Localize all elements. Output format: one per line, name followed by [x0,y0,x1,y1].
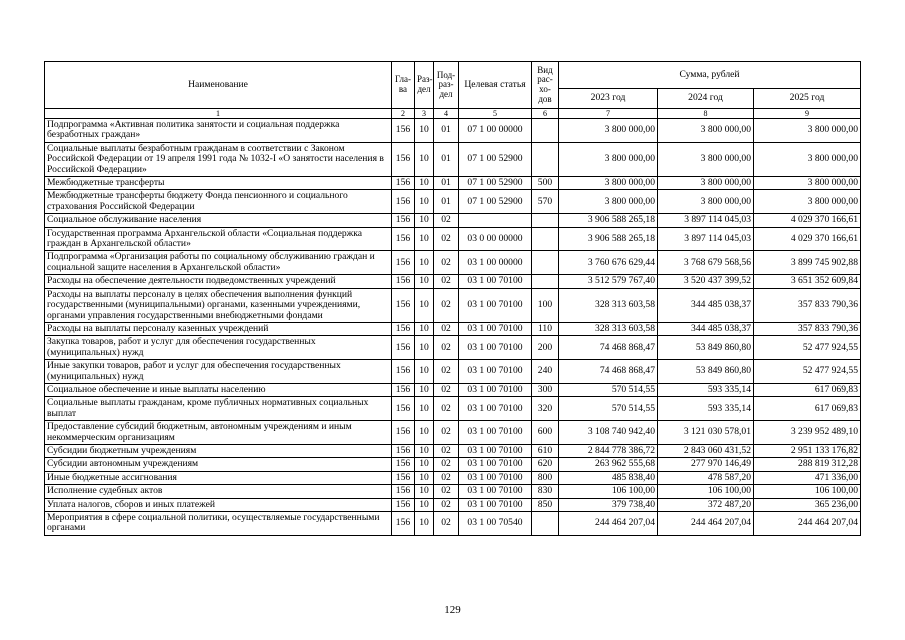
row-chapter: 156 [392,322,415,335]
row-amount-2023: 74 468 868,47 [559,360,658,384]
row-section: 10 [415,119,434,143]
row-name: Расходы на выплаты персоналу казенных учреждений [45,322,392,335]
row-amount-2024: 593 335,14 [658,397,754,421]
row-amount-2023: 3 906 588 265,18 [559,214,658,227]
row-chapter: 156 [392,288,415,322]
row-expense-type: 200 [532,336,559,360]
row-section: 10 [415,275,434,288]
row-expense-type: 110 [532,322,559,335]
row-chapter: 156 [392,214,415,227]
row-amount-2025: 365 236,00 [754,498,861,511]
table-row [45,485,861,498]
row-amount-2024: 3 800 000,00 [658,190,754,214]
row-subsection: 02 [434,498,459,511]
column-number: 9 [754,109,861,119]
row-amount-2025: 471 336,00 [754,471,861,484]
row-name: Иные бюджетные ассигнования [45,471,392,484]
row-chapter: 156 [392,471,415,484]
row-target-article: 03 1 00 00000 [459,251,532,275]
row-target-article: 03 1 00 70100 [459,336,532,360]
column-number: 2 [392,109,415,119]
row-expense-type: 600 [532,421,559,445]
row-subsection: 02 [434,214,459,227]
table-row [45,251,861,275]
row-target-article: 03 1 00 70100 [459,471,532,484]
row-name: Исполнение судебных актов [45,485,392,498]
row-expense-type: 800 [532,471,559,484]
row-name: Предоставление субсидий бюджетным, автономным учреждениям и иным некоммерческим организациям [45,421,392,445]
table-row [45,177,861,190]
row-name: Расходы на выплаты персоналу в целях обеспечения выполнения функций государственными (муниципальными) органами, казенными учреждениями, органами управления государственными внебюджетными фондами [45,288,392,322]
row-amount-2025: 4 029 370 166,61 [754,227,861,251]
row-amount-2023: 379 738,40 [559,498,658,511]
row-section: 10 [415,444,434,457]
row-expense-type [532,227,559,251]
row-amount-2025: 3 800 000,00 [754,177,861,190]
row-subsection: 02 [434,397,459,421]
row-amount-2025: 3 239 952 489,10 [754,421,861,445]
row-section: 10 [415,227,434,251]
row-amount-2023: 3 760 676 629,44 [559,251,658,275]
row-amount-2023: 328 313 603,58 [559,288,658,322]
row-subsection: 01 [434,190,459,214]
row-name: Социальное обеспечение и иные выплаты населению [45,383,392,396]
row-subsection: 02 [434,485,459,498]
row-subsection: 02 [434,360,459,384]
header-subsection: Под-раз-дел [434,62,459,109]
row-amount-2024: 344 485 038,37 [658,322,754,335]
row-amount-2023: 74 468 868,47 [559,336,658,360]
row-expense-type: 320 [532,397,559,421]
row-amount-2024: 53 849 860,80 [658,336,754,360]
row-amount-2023: 106 100,00 [559,485,658,498]
row-chapter: 156 [392,485,415,498]
row-section: 10 [415,397,434,421]
row-target-article: 03 0 00 00000 [459,227,532,251]
row-amount-2024: 344 485 038,37 [658,288,754,322]
row-chapter: 156 [392,421,415,445]
row-amount-2023: 244 464 207,04 [559,512,658,536]
row-target-article [459,214,532,227]
row-amount-2023: 3 906 588 265,18 [559,227,658,251]
row-subsection: 02 [434,512,459,536]
row-amount-2025: 52 477 924,55 [754,336,861,360]
table-row [45,421,861,445]
row-expense-type: 830 [532,485,559,498]
header-name: Наименование [45,62,392,109]
row-amount-2025: 3 899 745 902,88 [754,251,861,275]
row-amount-2024: 3 800 000,00 [658,142,754,176]
row-chapter: 156 [392,177,415,190]
column-number: 3 [415,109,434,119]
row-name: Субсидии автономным учреждениям [45,458,392,471]
row-target-article: 03 1 00 70100 [459,275,532,288]
row-name: Уплата налогов, сборов и иных платежей [45,498,392,511]
header-year-2025: 2025 год [754,89,861,109]
row-amount-2023: 2 844 778 386,72 [559,444,658,457]
row-chapter: 156 [392,227,415,251]
table-row [45,142,861,176]
row-subsection: 02 [434,421,459,445]
row-amount-2023: 263 962 555,68 [559,458,658,471]
table-row [45,288,861,322]
row-amount-2024: 3 768 679 568,56 [658,251,754,275]
row-target-article: 03 1 00 70540 [459,512,532,536]
row-section: 10 [415,498,434,511]
row-amount-2024: 53 849 860,80 [658,360,754,384]
row-expense-type: 100 [532,288,559,322]
row-name: Социальные выплаты гражданам, кроме публичных нормативных социальных выплат [45,397,392,421]
row-amount-2024: 3 121 030 578,01 [658,421,754,445]
row-subsection: 02 [434,275,459,288]
row-amount-2024: 2 843 060 431,52 [658,444,754,457]
row-chapter: 156 [392,458,415,471]
row-name: Подпрограмма «Активная политика занятости и социальная поддержка безработных граждан» [45,119,392,143]
row-amount-2025: 617 069,83 [754,397,861,421]
row-name: Социальное обслуживание населения [45,214,392,227]
row-amount-2025: 3 800 000,00 [754,142,861,176]
row-amount-2025: 244 464 207,04 [754,512,861,536]
row-amount-2023: 3 512 579 767,40 [559,275,658,288]
row-amount-2024: 3 897 114 045,03 [658,227,754,251]
column-number: 7 [559,109,658,119]
row-section: 10 [415,383,434,396]
column-number: 5 [459,109,532,119]
table-row [45,512,861,536]
table-row [45,360,861,384]
row-name: Государственная программа Архангельской области «Социальная поддержка граждан в Архангельской области» [45,227,392,251]
row-amount-2023: 3 800 000,00 [559,119,658,143]
table-body [45,119,861,536]
row-amount-2025: 106 100,00 [754,485,861,498]
header-year-2024: 2024 год [658,89,754,109]
row-name: Расходы на обеспечение деятельности подведомственных учреждений [45,275,392,288]
row-amount-2024: 3 520 437 399,52 [658,275,754,288]
table-row [45,322,861,335]
row-amount-2023: 328 313 603,58 [559,322,658,335]
row-target-article: 03 1 00 70100 [459,397,532,421]
row-section: 10 [415,214,434,227]
header-year-2023: 2023 год [559,89,658,109]
row-amount-2024: 3 800 000,00 [658,177,754,190]
row-amount-2025: 2 951 133 176,82 [754,444,861,457]
table-row [45,498,861,511]
row-amount-2023: 3 800 000,00 [559,190,658,214]
row-expense-type [532,251,559,275]
table-row [45,275,861,288]
row-expense-type [532,275,559,288]
row-chapter: 156 [392,142,415,176]
row-section: 10 [415,177,434,190]
row-section: 10 [415,142,434,176]
row-amount-2025: 3 800 000,00 [754,190,861,214]
row-subsection: 02 [434,471,459,484]
row-chapter: 156 [392,512,415,536]
row-amount-2023: 570 514,55 [559,383,658,396]
row-name: Межбюджетные трансферты [45,177,392,190]
row-section: 10 [415,360,434,384]
row-expense-type: 570 [532,190,559,214]
row-expense-type: 850 [532,498,559,511]
row-target-article: 07 1 00 52900 [459,190,532,214]
row-section: 10 [415,485,434,498]
row-subsection: 01 [434,119,459,143]
row-section: 10 [415,336,434,360]
header-sum: Сумма, рублей [559,62,861,89]
table-row [45,471,861,484]
row-target-article: 07 1 00 00000 [459,119,532,143]
row-target-article: 03 1 00 70100 [459,444,532,457]
row-expense-type: 500 [532,177,559,190]
row-amount-2024: 277 970 146,49 [658,458,754,471]
row-expense-type [532,512,559,536]
row-subsection: 02 [434,227,459,251]
row-expense-type [532,214,559,227]
column-number: 1 [45,109,392,119]
row-amount-2025: 52 477 924,55 [754,360,861,384]
row-amount-2024: 106 100,00 [658,485,754,498]
row-amount-2025: 4 029 370 166,61 [754,214,861,227]
row-subsection: 02 [434,458,459,471]
row-amount-2024: 478 587,20 [658,471,754,484]
row-name: Закупка товаров, работ и услуг для обеспечения государственных (муниципальных) нужд [45,336,392,360]
row-target-article: 03 1 00 70100 [459,485,532,498]
row-target-article: 03 1 00 70100 [459,458,532,471]
row-name: Субсидии бюджетным учреждениям [45,444,392,457]
row-amount-2025: 3 651 352 609,84 [754,275,861,288]
row-name: Межбюджетные трансферты бюджету Фонда пенсионного и социального страхования Российской Федерации [45,190,392,214]
table-row [45,336,861,360]
row-chapter: 156 [392,190,415,214]
row-chapter: 156 [392,119,415,143]
row-subsection: 02 [434,322,459,335]
table-row [45,458,861,471]
row-amount-2024: 372 487,20 [658,498,754,511]
row-expense-type [532,142,559,176]
row-name: Мероприятия в сфере социальной политики, осуществляемые государственными органами [45,512,392,536]
row-section: 10 [415,471,434,484]
table-row [45,190,861,214]
page-number: 129 [444,604,461,616]
row-subsection: 02 [434,336,459,360]
column-number: 8 [658,109,754,119]
row-amount-2024: 244 464 207,04 [658,512,754,536]
row-name: Иные закупки товаров, работ и услуг для обеспечения государственных (муниципальных) нужд [45,360,392,384]
row-chapter: 156 [392,444,415,457]
row-subsection: 02 [434,288,459,322]
row-amount-2025: 357 833 790,36 [754,322,861,335]
table-row [45,444,861,457]
row-expense-type: 610 [532,444,559,457]
row-expense-type: 300 [532,383,559,396]
row-target-article: 03 1 00 70100 [459,360,532,384]
row-chapter: 156 [392,397,415,421]
row-target-article: 03 1 00 70100 [459,322,532,335]
row-chapter: 156 [392,275,415,288]
header-chapter: Гла-ва [392,62,415,109]
budget-table [44,61,861,536]
row-name: Подпрограмма «Организация работы по социальному обслуживанию граждан и социальной защите населения в Архангельской области» [45,251,392,275]
row-expense-type [532,119,559,143]
row-amount-2023: 3 800 000,00 [559,177,658,190]
header-target: Целевая статья [459,62,532,109]
column-number-row [45,109,861,119]
row-target-article: 07 1 00 52900 [459,177,532,190]
row-amount-2025: 3 800 000,00 [754,119,861,143]
row-subsection: 01 [434,142,459,176]
column-number: 6 [532,109,559,119]
row-chapter: 156 [392,383,415,396]
row-chapter: 156 [392,360,415,384]
row-target-article: 03 1 00 70100 [459,498,532,511]
table-row [45,397,861,421]
row-target-article: 03 1 00 70100 [459,383,532,396]
row-section: 10 [415,458,434,471]
table-row [45,227,861,251]
row-section: 10 [415,421,434,445]
row-section: 10 [415,190,434,214]
table-row [45,214,861,227]
table-header [45,62,861,119]
row-section: 10 [415,322,434,335]
row-section: 10 [415,251,434,275]
row-chapter: 156 [392,251,415,275]
row-amount-2025: 617 069,83 [754,383,861,396]
row-amount-2023: 485 838,40 [559,471,658,484]
header-expense-type: Вид рас-хо-дов [532,62,559,109]
row-name: Социальные выплаты безработным гражданам в соответствии с Законом Российской Федерации от 19 апреля 1991 года № 1032-I «О занятости населения в Российской Федерации» [45,142,392,176]
row-target-article: 03 1 00 70100 [459,288,532,322]
row-chapter: 156 [392,336,415,360]
table-row [45,119,861,143]
row-subsection: 02 [434,251,459,275]
row-amount-2025: 357 833 790,36 [754,288,861,322]
row-amount-2024: 3 897 114 045,03 [658,214,754,227]
row-chapter: 156 [392,498,415,511]
row-expense-type: 240 [532,360,559,384]
row-target-article: 07 1 00 52900 [459,142,532,176]
row-target-article: 03 1 00 70100 [459,421,532,445]
row-subsection: 02 [434,444,459,457]
row-subsection: 01 [434,177,459,190]
row-amount-2023: 570 514,55 [559,397,658,421]
row-amount-2023: 3 800 000,00 [559,142,658,176]
row-section: 10 [415,288,434,322]
table-row [45,383,861,396]
row-expense-type: 620 [532,458,559,471]
header-section: Раз-дел [415,62,434,109]
row-amount-2025: 288 819 312,28 [754,458,861,471]
row-subsection: 02 [434,383,459,396]
column-number: 4 [434,109,459,119]
row-amount-2023: 3 108 740 942,40 [559,421,658,445]
row-amount-2024: 593 335,14 [658,383,754,396]
row-amount-2024: 3 800 000,00 [658,119,754,143]
row-section: 10 [415,512,434,536]
